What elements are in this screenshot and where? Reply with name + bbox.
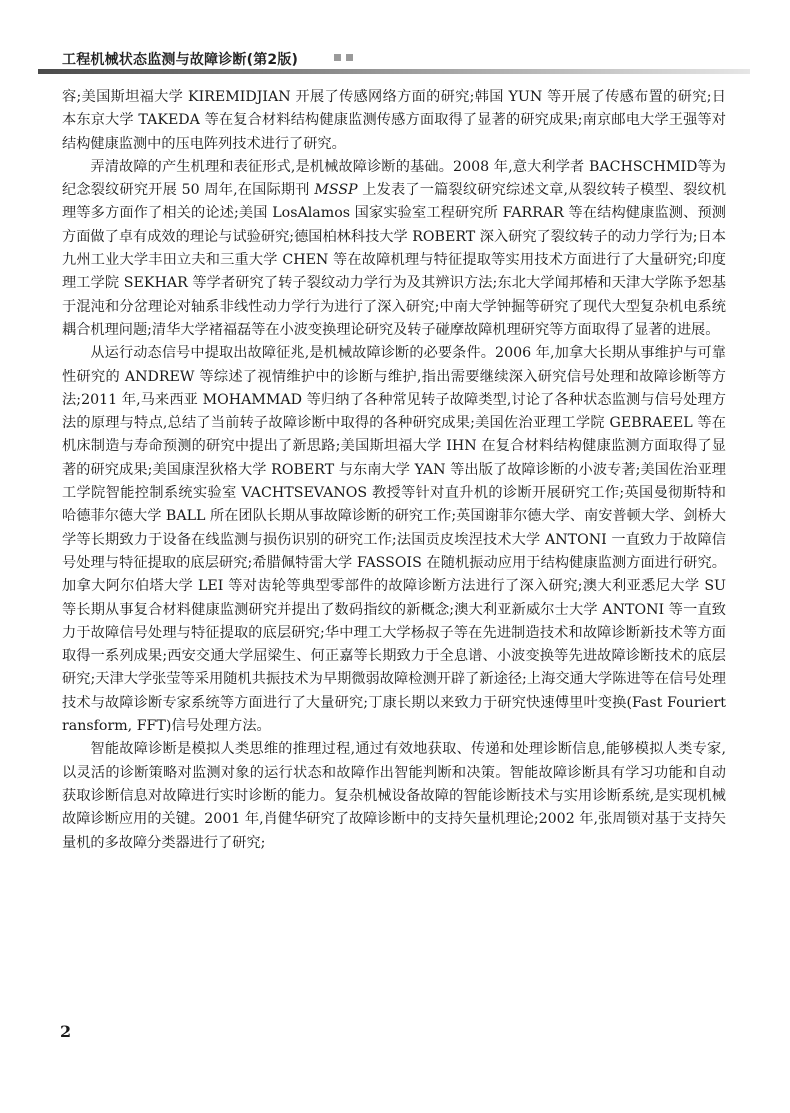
paragraph-continued: 容;美国斯坦福大学 KIREMIDJIAN 开展了传感网络方面的研究;韩国 YUN 等开展了传感布置的研究;日本东京大学 TAKEDA 等在复合材料结构健康监测传感方面取得了显著的研究成果;南京邮电大学王强等对结构健康监测中的压电阵列技术进行了研究。 — [62, 89, 726, 152]
paragraph-fault-mechanism — [62, 156, 726, 342]
page-number: 2 — [60, 1022, 72, 1041]
body-text — [62, 86, 726, 855]
header-square-mark — [346, 54, 353, 61]
header-rule — [38, 69, 750, 74]
paragraph-text-before-journal: 弄清故障的产生机理和表征形式,是机械故障诊断的基础。2008 年,意大利学者 BACHSCHMID等为纪念裂纹研究开展 50 周年,在国际期刊 — [62, 158, 726, 199]
header-decoration — [334, 54, 353, 61]
paragraph-intelligent-diagnosis: 智能故障诊断是模拟人类思维的推理过程,通过有效地获取、传递和处理诊断信息,能够模拟人类专家,以灵活的诊断策略对监测对象的运行状态和故障作出智能判断和决策。智能故障诊断具有学习功能和自动获取诊断信息对故障进行实时诊断的能力。复杂机械设备故障的智能诊断技术与实用诊断系统,是实现机械故障诊断应用的关键。2001 年,肖健华研究了故障诊断中的支持矢量机理论;2002 年,张周锁对基于支持矢量机的多故障分类器进行了研究; — [62, 741, 726, 851]
running-header — [38, 47, 750, 71]
paragraph-text-after-journal: 上发表了一篇裂纹研究综述文章,从裂纹转子模型、裂纹机理等多方面作了相关的论述;美国 LosAlamos 国家实验室工程研究所 FARRAR 等在结构健康监测、预测方面做了卓有成效的理论与试验研究;德国柏林科技大学 ROBERT 深入研究了裂纹转子的动力学行为;日本九州工业大学丰田立夫和三重大学 CHEN 等在故障机理与特征提取等实用技术方面进行了大量研究;印度理工学院 SEKHAR 等学者研究了转子裂纹动力学行为及其辨识方法;东北大学闻邦椿和天津大学陈予恕基于混沌和分岔理论对轴系非线性动力学行为进行了深入研究;中南大学钟掘等研究了现代大型复杂机电系统耦合机理问题;清华大学褚福磊等在小波变换理论研究及转子碰摩故障机理研究等方面取得了显著的进展。 — [62, 182, 727, 338]
header-square-mark — [334, 54, 341, 61]
paragraph-signal-processing: 从运行动态信号中提取出故障征兆,是机械故障诊断的必要条件。2006 年,加拿大长期从事维护与可靠性研究的 ANDREW 等综述了视情维护中的诊断与维护,指出需要继续深入研究信号处理和故障诊断等方法;2011 年,马来西亚 MOHAMMAD 等归纳了各种常见转子故障类型,讨论了各种状态监测与信号处理方法的原理与特点,总结了当前转子故障诊断中取得的各种研究成果;美国佐治亚理工学院 GEBRAEEL 等在机床制造与寿命预测的研究中提出了新思路;美国斯坦福大学 IHN 在复合材料结构健康监测方面取得了显著的研究成果;美国康涅狄格大学 ROBERT 与东南大学 YAN 等出版了故障诊断的小波专著;美国佐治亚理工学院智能控制系统实验室 VACHTSEVANOS 教授等针对直升机的诊断开展研究工作;英国曼彻斯特和哈德菲尔德大学 BALL 所在团队长期从事故障诊断的研究工作;英国谢菲尔德大学、南安普顿大学、剑桥大学等长期致力于设备在线监测与损伤识别的研究工作;法国贡皮埃涅技术大学 ANTONI 一直致力于故障信号处理与特征提取的底层研究;希腊佩特雷大学 FASSOIS 在随机振动应用于结构健康监测方面进行研究。加拿大阿尔伯塔大学 LEI 等对齿轮等典型零部件的故障诊断方法进行了深入研究;澳大利亚悉尼大学 SU 等长期从事复合材料健康监测研究并提出了数码指纹的新概念;澳大利亚新威尔士大学 ANTONI 等一直致力于故障信号处理与特征提取的底层研究;华中理工大学杨叔子等在先进制造技术和故障诊断新技术等方面取得一系列成果;西安交通大学屈梁生、何正嘉等长期致力于全息谱、小波变换等先进故障诊断技术的底层研究;天津大学张莹等采用随机共振技术为早期微弱故障检测开辟了新途径;上海交通大学陈进等在信号处理技术与故障诊断专家系统等方面进行了大量研究;丁康长期以来致力于研究快速傅里叶变换(Fast Fouriertransform, FFT)信号处理方法。 — [62, 345, 726, 735]
book-title: 工程机械状态监测与故障诊断(第2版) — [62, 52, 299, 68]
journal-name: MSSP — [314, 182, 358, 199]
